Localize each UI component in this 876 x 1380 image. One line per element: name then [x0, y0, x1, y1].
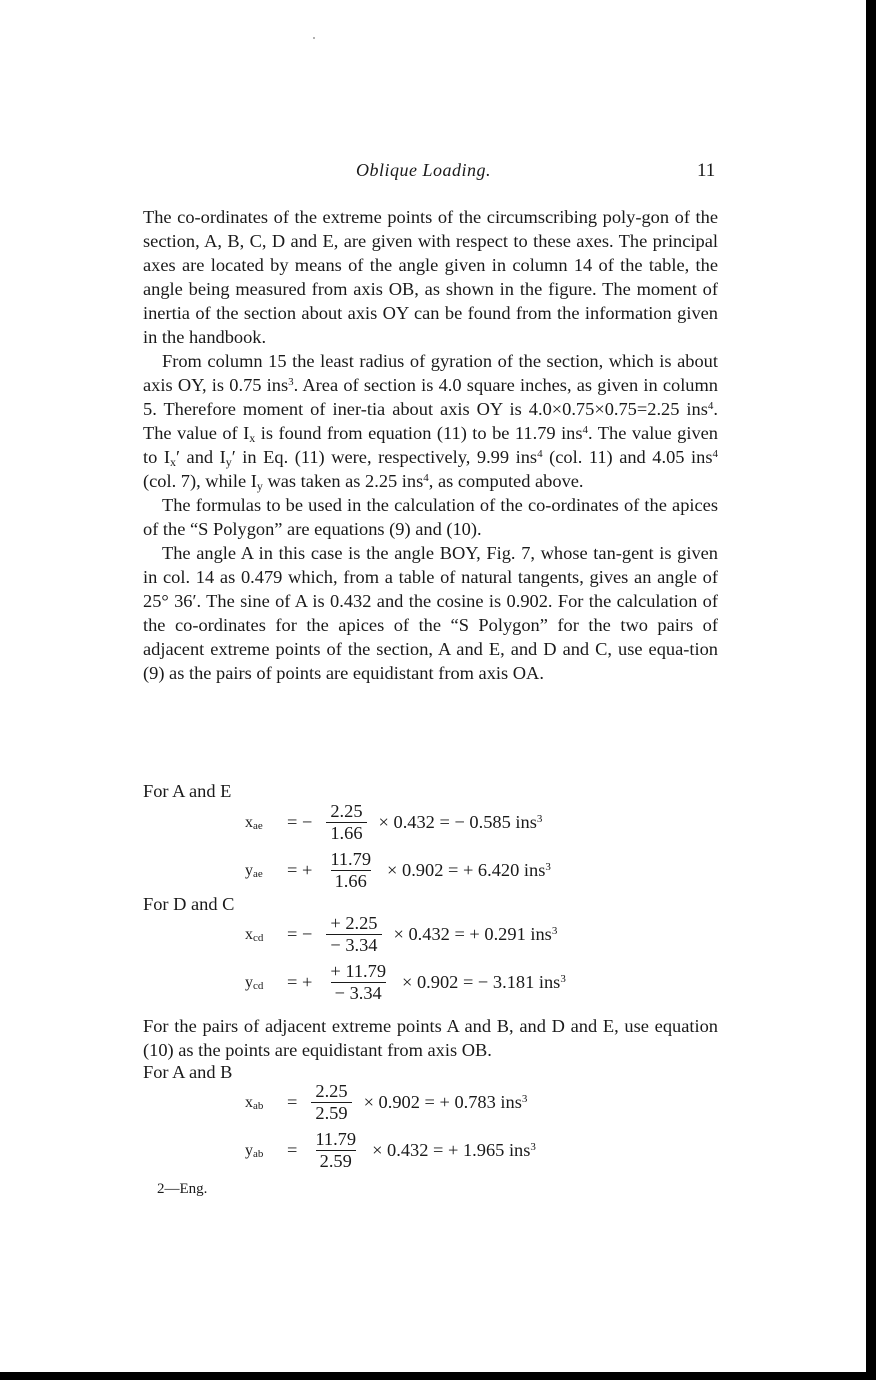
p2-text: From column 15 the least radius of gyration of the section, which is about axis OY, is 0.75 ins — [143, 351, 718, 395]
signature-mark: 2—Eng. — [157, 1181, 208, 1197]
paper-speck — [313, 37, 315, 39]
fraction — [326, 913, 381, 956]
p2-text: ′ in Eq. (11) were, respectively, 9.99 ins — [231, 447, 538, 467]
eq-unit-sup: 3 — [536, 813, 543, 825]
denominator: − 3.34 — [326, 934, 381, 956]
numerator: + 2.25 — [330, 913, 378, 933]
fraction — [311, 1129, 360, 1172]
eq-lead: = + — [287, 972, 313, 992]
scan-edge-bottom — [0, 1372, 876, 1380]
scan-edge-right — [866, 0, 876, 1380]
eq-var-sub: ab — [253, 1147, 264, 1160]
equation-x-ae — [245, 801, 542, 844]
eq-unit-sup: 3 — [521, 1093, 528, 1105]
p2-sup: 3 — [288, 376, 294, 388]
eq-var — [245, 814, 281, 832]
denominator: 2.59 — [316, 1150, 356, 1172]
eq-result: × 0.432 = + 0.291 ins — [393, 924, 552, 944]
eq-var-letter: x — [245, 1093, 253, 1111]
p2-sup: 4 — [537, 448, 543, 460]
denominator: 1.66 — [326, 822, 366, 844]
label-for-dc: For D and C — [143, 894, 235, 914]
p2-text: . Area of section is 4.0 square inches, as given in column 5. Therefore moment of iner-tia about axis OY is 4.0×0.75×0.75=2.25 ins — [143, 375, 719, 419]
body-text — [143, 205, 718, 685]
equation-x-cd — [245, 913, 557, 956]
eq-var-letter: x — [245, 925, 253, 943]
equation-y-ab — [245, 1129, 536, 1172]
equation-x-ab — [245, 1081, 527, 1124]
denominator: − 3.34 — [331, 982, 386, 1004]
p2-text: ′ and I — [175, 447, 226, 467]
fraction — [311, 1081, 351, 1124]
numerator: 11.79 — [330, 849, 372, 869]
p2-sub: x — [169, 455, 176, 469]
eq-var — [245, 1094, 281, 1112]
p2-sub: y — [256, 479, 263, 493]
paragraph-4: The angle A in this case is the angle BOY, Fig. 7, whose tan-gent is given in col. 14 as 0.479 which, from a table of natural tangents, gives an angle of 25° 36′. The sine of A is 0.432 and the cosine is 0.902. For the calculation of the co-ordinates for the apices of the “S Polygon” for the two pairs of adjacent extreme points of the section, A and E, and D and C, use equa-tion (9) as the pairs of points are equidistant from axis OA. — [143, 543, 718, 683]
eq-var-sub: cd — [253, 931, 264, 944]
eq-var-sub: ae — [253, 867, 263, 880]
eq-var-sub: ab — [253, 1099, 264, 1112]
label-for-ab: For A and B — [143, 1062, 233, 1082]
running-header: Oblique Loading. — [356, 160, 492, 180]
eq-rest — [402, 972, 566, 993]
p2-text: (col. 7), while I — [143, 471, 257, 491]
denominator: 1.66 — [331, 870, 371, 892]
p2-sup: 4 — [423, 472, 429, 484]
eq-result: × 0.432 = + 1.965 ins — [372, 1140, 531, 1160]
eq-var-letter: y — [245, 973, 253, 991]
eq-rest — [387, 860, 551, 881]
eq-result: × 0.432 = − 0.585 ins — [378, 812, 537, 832]
page-number: 11 — [697, 160, 716, 181]
numerator: 2.25 — [330, 801, 363, 821]
eq-var-sub: ae — [253, 819, 263, 832]
fraction — [326, 849, 375, 892]
equation-y-cd — [245, 961, 566, 1004]
p2-text: . The value of I — [143, 399, 718, 443]
eq-unit-sup: 3 — [551, 925, 558, 937]
eq-result: × 0.902 = − 3.181 ins — [402, 972, 561, 992]
eq-var — [245, 862, 281, 880]
label-for-ae: For A and E — [143, 781, 232, 801]
p2-text: , as computed above. — [428, 471, 584, 491]
eq-var — [245, 1142, 281, 1160]
numerator: 2.25 — [315, 1081, 348, 1101]
p2-text: . The value given to I — [143, 423, 718, 467]
fraction — [326, 801, 366, 844]
eq-lead: = − — [287, 924, 313, 944]
p2-sub: x — [249, 431, 256, 445]
eq-lead: = — [287, 1092, 298, 1112]
eq-var-letter: y — [245, 861, 253, 879]
numerator: 11.79 — [315, 1129, 357, 1149]
eq-rest — [372, 1140, 536, 1161]
eq-rest — [364, 1092, 528, 1113]
body-text-2 — [143, 1014, 718, 1062]
eq-var — [245, 926, 281, 944]
p2-text: was taken as 2.25 ins — [262, 471, 424, 491]
eq-var-letter: x — [245, 813, 253, 831]
paragraph-1: The co-ordinates of the extreme points of the circumscribing poly-gon of the section, A, B, C, D and E, are given with respect to these axes. The principal axes are located by means of the angle given in column 14 of the table, the angle being measured from axis OB, as shown in the figure. The moment of inertia of the section about axis OY can be found from the information given in the handbook. — [143, 207, 718, 347]
eq-result: × 0.902 = + 0.783 ins — [363, 1092, 522, 1112]
fraction — [326, 961, 390, 1004]
eq-unit-sup: 3 — [545, 861, 551, 873]
eq-var-letter: y — [245, 1141, 253, 1159]
eq-lead: = — [287, 1140, 298, 1160]
eq-var — [245, 974, 281, 992]
eq-result: × 0.902 = + 6.420 ins — [387, 860, 546, 880]
eq-unit-sup: 3 — [530, 1141, 536, 1153]
denominator: 2.59 — [311, 1102, 351, 1124]
p2-text: is found from equation (11) to be 11.79 ins — [255, 423, 583, 443]
eq-rest — [379, 812, 543, 833]
paragraph-3: The formulas to be used in the calculation of the co-ordinates of the apices of the “S Polygon” are equations (9) and (10). — [143, 495, 718, 539]
p2-sub: y — [225, 455, 232, 469]
p2-sup: 4 — [582, 424, 589, 436]
eq-lead: = + — [287, 860, 313, 880]
eq-lead: = − — [287, 812, 313, 832]
paragraph-2 — [143, 349, 718, 493]
paragraph-5: For the pairs of adjacent extreme points A and B, and D and E, use equation (10) as the points are equidistant from axis OB. — [143, 1016, 718, 1060]
eq-rest — [394, 924, 558, 945]
p2-text: (col. 11) and 4.05 ins — [542, 447, 713, 467]
p2-sup: 4 — [712, 448, 718, 460]
p2-sup: 4 — [707, 400, 714, 412]
equation-y-ae — [245, 849, 551, 892]
numerator: + 11.79 — [330, 961, 387, 981]
eq-unit-sup: 3 — [560, 973, 566, 985]
eq-var-sub: cd — [253, 979, 264, 992]
